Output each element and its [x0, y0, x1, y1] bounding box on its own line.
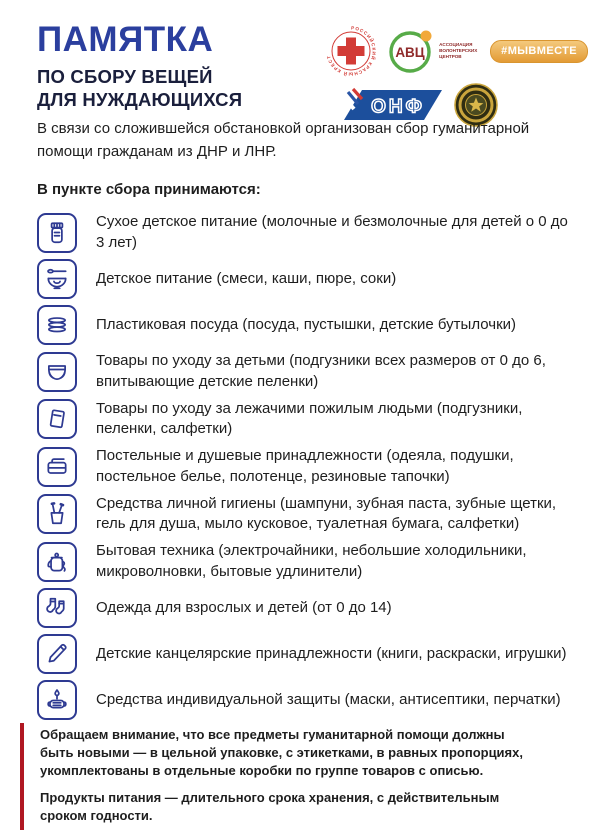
avc-caption: АССОЦИАЦИЯ ВОЛОНТЕРСКИХ ЦЕНТРОВ — [439, 42, 478, 59]
list-item — [37, 494, 584, 535]
list-item — [37, 634, 584, 674]
accepted-items-list — [37, 212, 584, 720]
list-item — [37, 446, 584, 487]
footer-note-2: Продукты питания — длительного срока хранения, с действительным сроком годности. — [40, 790, 500, 824]
baby-food-jar-icon — [37, 213, 77, 253]
hygiene-cup-icon — [37, 494, 77, 534]
socks-icon — [37, 588, 77, 628]
list-item-text: Сухое детское питание (молочные и безмолочные для детей о 0 до 3 лет) — [96, 213, 568, 251]
subtitle-line-2: ДЛЯ НУЖДАЮЩИХСЯ — [37, 89, 243, 111]
avc-logo-icon — [387, 27, 435, 75]
bedding-icon — [37, 447, 77, 487]
bowl-spoon-icon — [37, 259, 77, 299]
svg-text:АВЦ: АВЦ — [395, 45, 425, 60]
svg-text:РОССИЙСКИЙ КРАСНЫЙ КРЕСТ: РОССИЙСКИЙ КРАСНЫЙ КРЕСТ — [326, 25, 377, 77]
list-item — [37, 588, 584, 628]
plates-stack-icon — [37, 305, 77, 345]
main-content — [0, 96, 612, 720]
page-subtitle — [37, 65, 242, 112]
pencil-icon — [37, 634, 77, 674]
footer-notes — [20, 723, 582, 830]
underpad-icon — [37, 399, 77, 439]
myvmeste-badge — [490, 40, 588, 63]
intro-paragraph: В связи со сложившейся обстановкой организован сбор гуманитарной помощи гражданам из ДНР и ЛНР. — [37, 120, 530, 160]
logo-row-top — [324, 24, 588, 78]
diaper-icon — [37, 352, 77, 392]
list-heading: В пункте сбора принимаются: — [37, 181, 261, 198]
avc-logo — [387, 27, 481, 75]
list-item — [37, 351, 584, 392]
title-block — [37, 22, 242, 112]
partner-logos — [324, 24, 588, 128]
list-item-text: Детское питание (смеси, каши, пюре, соки) — [96, 270, 397, 288]
list-item-text: Бытовая техника (электрочайники, небольшие холодильники, микроволновки, бытовые удлинители) — [96, 541, 527, 580]
list-item-text: Одежда для взрослых и детей (от 0 до 14) — [96, 598, 392, 616]
mask-icon — [37, 680, 77, 720]
myvmeste-label: #МЫВМЕСТЕ — [501, 45, 577, 57]
list-item-text: Детские канцелярские принадлежности (книги, раскраски, игрушки) — [96, 644, 567, 662]
header — [0, 0, 612, 118]
list-item-text: Товары по уходу за детьми (подгузники всех размеров от 0 до 6, впитывающие детские пеленки) — [96, 352, 546, 391]
svg-text:ОНФ: ОНФ — [371, 96, 426, 118]
list-item-text: Постельные и душевые принадлежности (одеяла, подушки, постельное белье, полотенце, резиновые тапочки) — [96, 447, 514, 485]
list-item — [37, 212, 584, 253]
list-item — [37, 399, 584, 440]
list-item-text: Товары по уходу за лежачими пожилым людьми (подгузники, пеленки, салфетки) — [96, 399, 523, 438]
list-item-text: Средства индивидуальной защиты (маски, антисептики, перчатки) — [96, 690, 561, 708]
footer-note-1: Обращаем внимание, что все предметы гуманитарной помощи должны быть новыми — в цельной упаковке, с этикетками, в равных пропорциях, укомплектованы в отдельные коробки по группе товаров с описью. — [40, 727, 523, 779]
subtitle-line-1: ПО СБОРУ ВЕЩЕЙ — [37, 66, 213, 87]
list-item — [37, 259, 584, 299]
red-cross-logo-icon — [324, 24, 378, 78]
list-item-text: Средства личной гигиены (шампуни, зубная паста, зубные щетки, гель для душа, мыло кусковое, туалетная бумага, салфетки) — [96, 494, 557, 533]
page-title: ПАМЯТКА — [37, 20, 214, 59]
list-item-text: Пластиковая посуда (посуда, пустышки, детские бутылочки) — [96, 316, 517, 334]
list-item — [37, 541, 584, 582]
kettle-icon — [37, 542, 77, 582]
list-item — [37, 305, 584, 345]
list-item — [37, 680, 584, 720]
